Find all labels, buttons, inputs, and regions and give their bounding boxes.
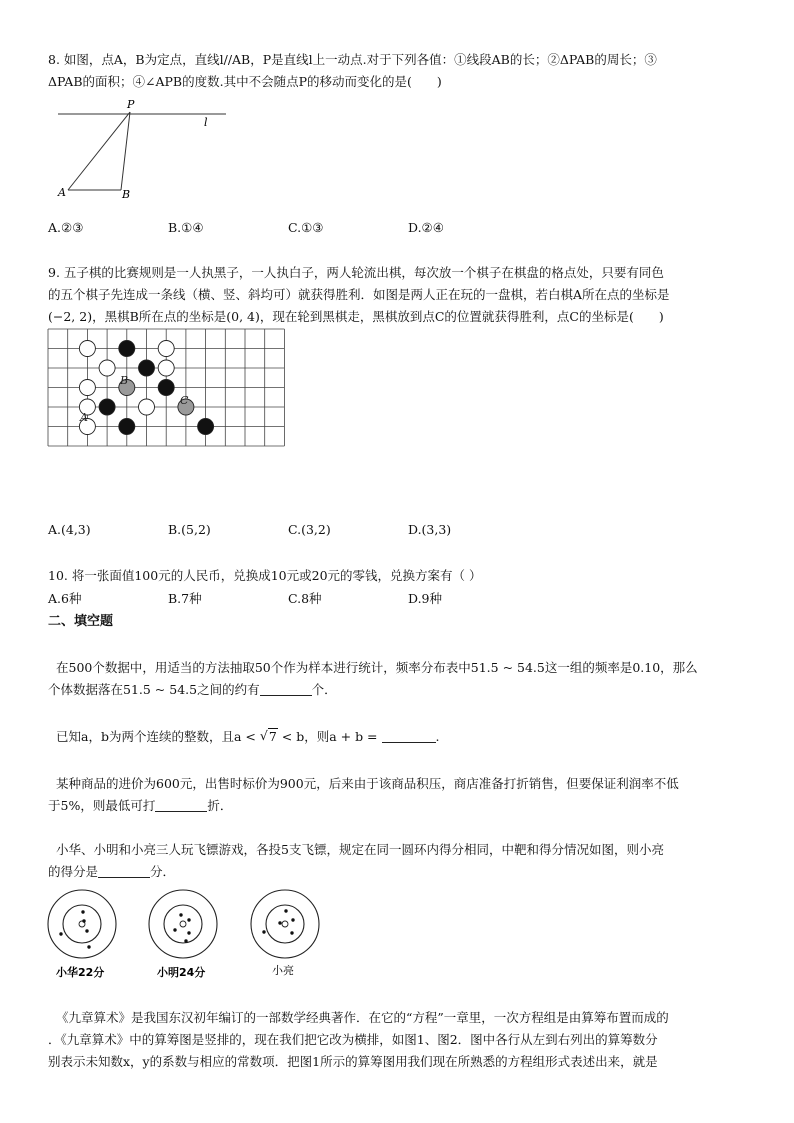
fill1-text-after: 个． (311, 682, 337, 697)
q8-option-c: C.①③ (288, 220, 324, 235)
fill1-line1: 在500个数据中，用适当的方法抽取50个作为样本进行统计，频率分布表中51.5 ~ 54.5这一组的频率是0.10，那么 (56, 660, 698, 675)
black-stone (99, 399, 115, 415)
fill3-text-before: 于5%，则最低可打 (48, 798, 156, 813)
q9-text-line1: 9. 五子棋的比赛规则是一人执黑子，一人执白子，两人轮流出棋，每次放一个棋子在棋盘的格点处，只要有同色 (48, 265, 664, 280)
q9-option-c: C.(3,2) (288, 522, 331, 537)
q8-option-b: B.①④ (168, 220, 204, 235)
fill2-answer-blank (382, 728, 436, 743)
caption-xiaoliang: 小亮 (272, 964, 294, 977)
q9-option-a: A.(4,3) (48, 522, 91, 537)
target-xiaoliang (251, 890, 319, 958)
q8-figure (48, 98, 228, 203)
fill1-line2 (48, 680, 337, 700)
black-stone (158, 380, 174, 396)
label-b: B (122, 188, 131, 201)
white-stone (158, 360, 174, 376)
fill3-text-after: 折． (207, 798, 233, 813)
target-xiaoming (149, 890, 217, 958)
sqrt-icon: √ (259, 728, 268, 743)
label-l: l (204, 116, 208, 129)
fill2-text-end: . (435, 729, 440, 744)
white-stone (79, 380, 95, 396)
q8-text-line1: 8. 如图，点A，B为定点，直线l//AB，P是直线l上一动点.对于下列各值：①线段AB的长；②ΔPAB的周长；③ (48, 52, 657, 67)
fill4-line2 (48, 862, 175, 882)
board-label-a: A (80, 411, 88, 424)
black-stone (198, 419, 214, 435)
fill2-line (56, 727, 439, 747)
segment-pb (121, 112, 130, 190)
q9-text-line3: (−2, 2)，黑棋B所在点的坐标是(0, 4)，现在轮到黑棋走，黑棋放到点C的位置就获得胜利，点C的坐标是( ) (48, 309, 664, 324)
fill5-line3: 别表示未知数x，y的系数与相应的常数项．把图1所示的算筹图用我们现在所熟悉的方程组形式表述出来，就是 (48, 1054, 658, 1069)
q10-option-c: C.8种 (288, 591, 322, 606)
q8-option-d: D.②④ (408, 220, 444, 235)
white-stone (99, 360, 115, 376)
target-xiaohua (48, 890, 116, 958)
caption-xiaoming: 小明24分 (157, 966, 206, 979)
black-stone (119, 341, 135, 357)
q8-option-a: A.②③ (48, 220, 84, 235)
fill1-answer-blank (260, 681, 312, 696)
label-a: A (58, 186, 66, 199)
white-stone (79, 341, 95, 357)
fill1-text-before: 个体数据落在51.5 ~ 54.5之间的约有 (48, 682, 260, 697)
fill4-text-after: 分． (150, 864, 176, 879)
fill3-line2 (48, 796, 232, 816)
white-stone (158, 341, 174, 357)
q9-option-b: B.(5,2) (168, 522, 211, 537)
fill3-answer-blank (155, 797, 207, 812)
fill4-answer-blank (98, 863, 150, 878)
black-stone (139, 360, 155, 376)
white-stone (139, 399, 155, 415)
section-title: 二、填空题 (48, 614, 114, 629)
sqrt-radicand: 7 (268, 729, 277, 744)
black-stone (119, 419, 135, 435)
q9-text-line2: 的五个棋子先连成一条线（横、竖、斜均可）就获得胜利．如图是两人正在玩的一盘棋，若白棋A所在点的坐标是 (48, 287, 670, 302)
q10-option-d: D.9种 (408, 591, 443, 606)
caption-xiaohua: 小华22分 (56, 966, 105, 979)
dart-targets-figure (46, 888, 336, 983)
fill4-text-before: 的得分是 (48, 864, 99, 879)
q9-go-board (46, 326, 288, 450)
q10-option-b: B.7种 (168, 591, 202, 606)
fill2-text-before: 已知a，b为两个连续的整数，且a < (56, 729, 260, 744)
q9-option-d: D.(3,3) (408, 522, 452, 537)
segment-pa (68, 112, 130, 190)
fill2-text-after: < b，则a + b = (277, 729, 382, 744)
q10-option-a: A.6种 (48, 591, 82, 606)
q10-text: 10. 将一张面值100元的人民币，兑换成10元或20元的零钱，兑换方案有（ ） (48, 568, 482, 583)
fill5-line2: ．《九章算术》中的算筹图是竖排的，现在我们把它改为横排，如图1、图2．图中各行从左到右列出的算筹数分 (48, 1032, 658, 1047)
label-p: P (127, 98, 135, 111)
fill5-line1: 《九章算术》是我国东汉初年编订的一部数学经典著作．在它的“方程”一章里，一次方程组是由算筹布置而成的 (56, 1010, 669, 1025)
fill3-line1: 某种商品的进价为600元，出售时标价为900元，后来由于该商品积压，商店准备打折销售，但要保证利润率不低 (56, 776, 679, 791)
q8-text-line2: ΔPAB的面积；④∠APB的度数.其中不会随点P的移动而变化的是( ) (48, 74, 442, 89)
sqrt-expression (260, 727, 278, 747)
board-label-c: C (180, 394, 189, 407)
board-label-b: B (120, 374, 129, 387)
fill4-line1: 小华、小明和小亮三人玩飞镖游戏，各投5支飞镖，规定在同一圆环内得分相同，中靶和得分情况如图，则小亮 (56, 842, 664, 857)
